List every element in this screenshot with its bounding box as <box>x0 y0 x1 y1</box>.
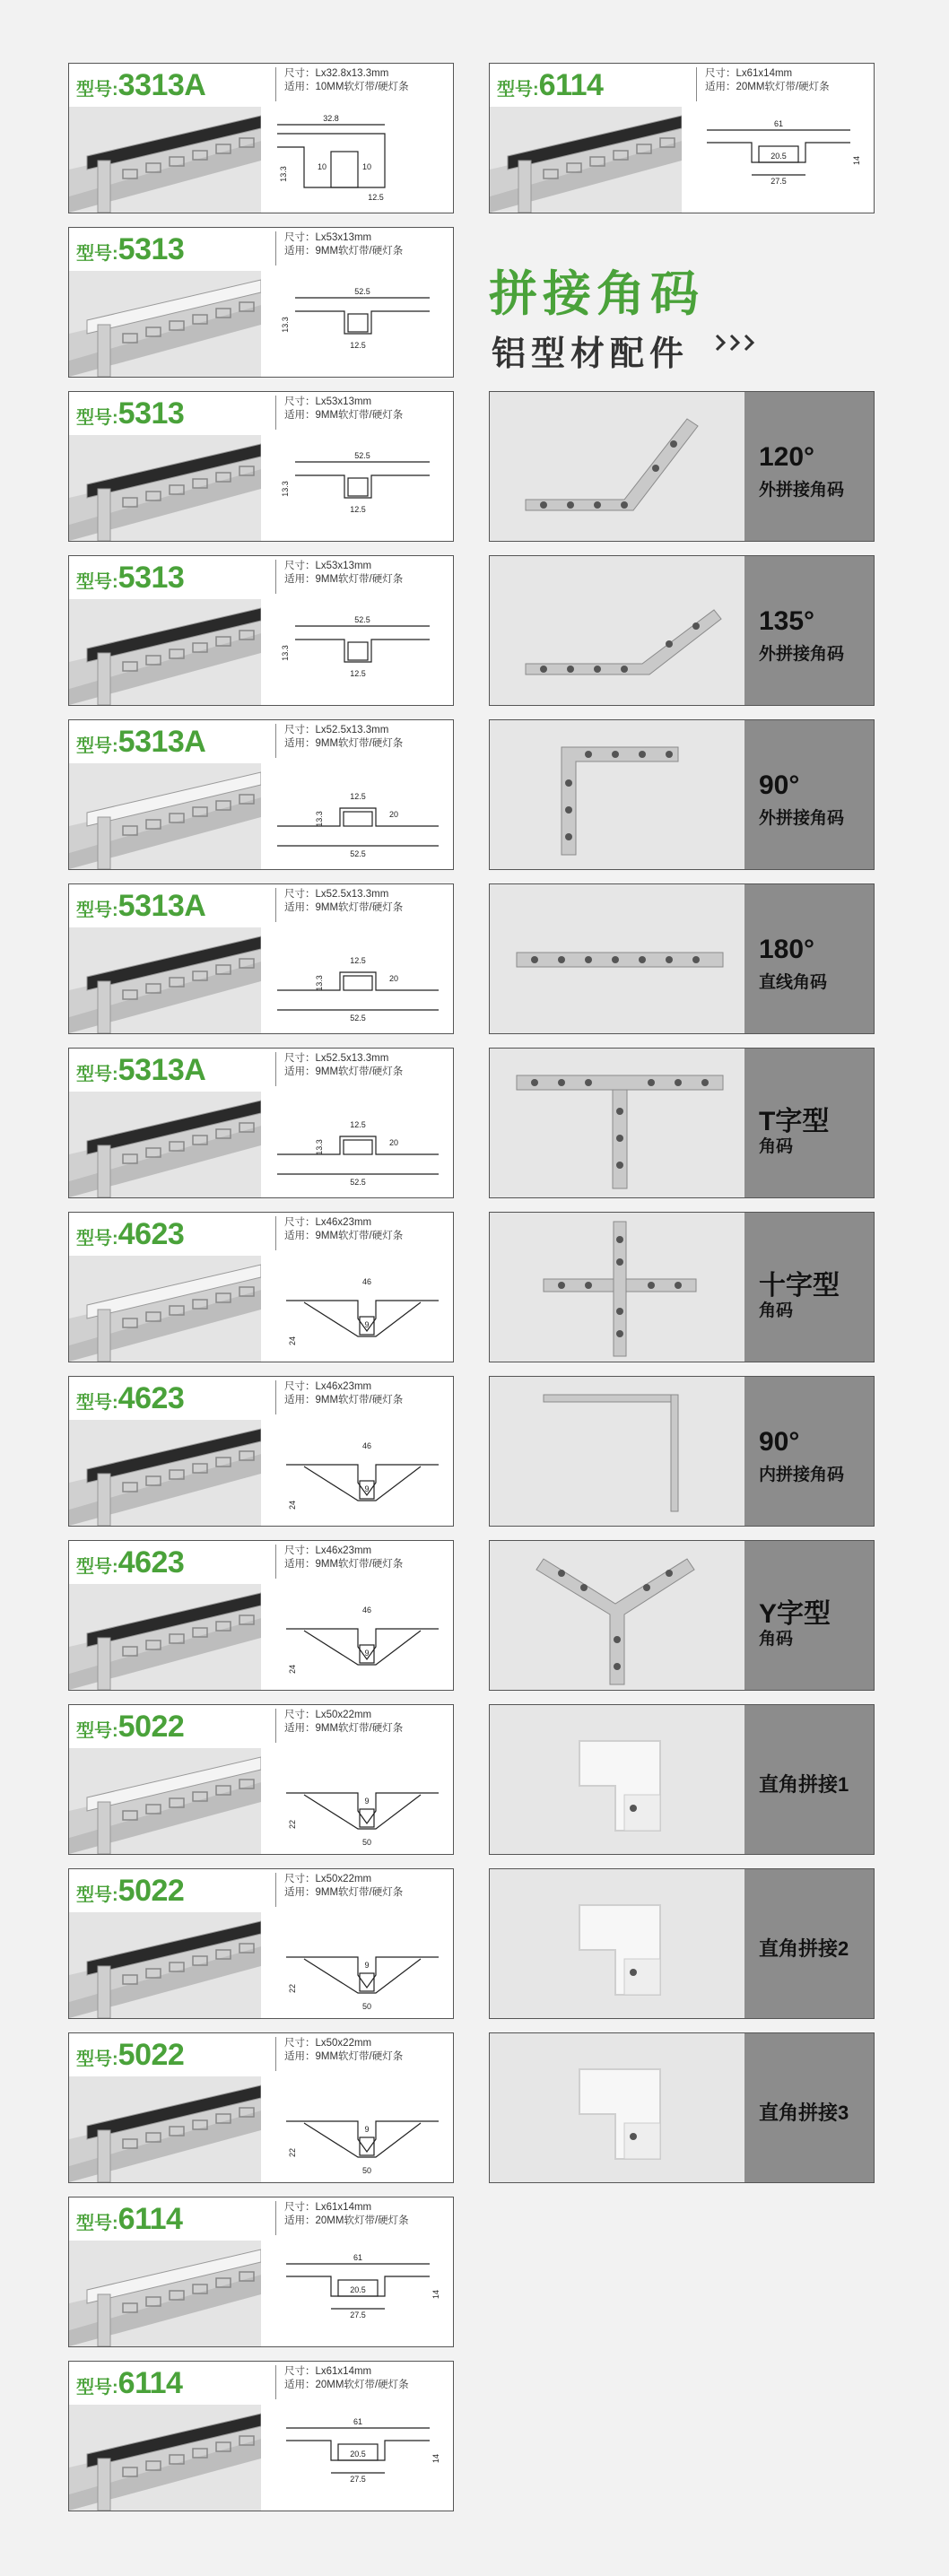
profile-photo <box>69 435 261 541</box>
accessory-label-panel <box>744 1213 874 1362</box>
accessory-card <box>489 1868 875 2019</box>
profile-photo <box>69 2405 261 2511</box>
dimension-label: 13.3 <box>281 317 290 333</box>
product-card <box>68 2361 454 2511</box>
product-card <box>68 1376 454 1527</box>
accessory-card <box>489 1376 875 1527</box>
dimension-label: 61 <box>353 2253 363 2262</box>
profile-drawing <box>268 2405 453 2511</box>
model-prefix: 型号: <box>76 1229 118 1249</box>
model-prefix: 型号: <box>76 1885 118 1905</box>
profile-drawing <box>268 1912 453 2018</box>
product-card <box>68 227 454 378</box>
model-number <box>76 558 184 597</box>
section-title: 拼接角码 <box>489 267 704 321</box>
dimension-label: 27.5 <box>771 177 787 186</box>
divider <box>275 1709 276 1743</box>
dimension-label: 27.5 <box>350 2311 366 2319</box>
product-card-header <box>69 1705 453 1748</box>
product-specs <box>284 1380 403 1407</box>
accessory-label-panel <box>744 720 874 869</box>
model-number <box>76 1543 184 1582</box>
profile-drawing <box>268 1584 453 1690</box>
dimension-label: 52.5 <box>354 615 370 624</box>
dimension-label: 61 <box>773 119 784 128</box>
dimension-label: 13.3 <box>281 481 290 497</box>
model-number <box>76 1050 205 1090</box>
spec-size: 尺寸：Lx61x14mm <box>284 2366 372 2377</box>
dimension-label: 12.5 <box>350 341 366 350</box>
dimension-label: 52.5 <box>350 849 366 858</box>
product-card-header <box>69 1869 453 1912</box>
product-card-header <box>69 2362 453 2405</box>
spec-size: 尺寸：Lx46x23mm <box>284 1217 372 1228</box>
spec-size: 尺寸：Lx52.5x13.3mm <box>284 725 389 735</box>
bracket-y-icon <box>490 1541 744 1690</box>
spec-usage: 适用：9MM软灯带/硬灯条 <box>284 574 404 585</box>
dimension-label: 20.5 <box>350 2285 366 2294</box>
product-card-header <box>69 884 453 927</box>
spec-usage: 适用：9MM软灯带/硬灯条 <box>284 1723 404 1734</box>
divider <box>275 396 276 430</box>
accessory-name: 90° <box>759 1427 800 1457</box>
dimension-label: 13.3 <box>315 811 324 827</box>
dimension-label: 13.3 <box>279 166 288 182</box>
dimension-label: 9 <box>364 1484 370 1493</box>
product-card <box>68 63 454 213</box>
dimension-label: 24 <box>288 1500 297 1510</box>
dimension-label: 9 <box>364 1797 370 1806</box>
product-specs <box>284 1545 403 1571</box>
model-code: 4623 <box>118 1217 185 1251</box>
spec-size: 尺寸：Lx46x23mm <box>284 1381 372 1392</box>
model-code: 6114 <box>538 68 604 102</box>
profile-photo <box>69 927 261 1033</box>
profile-photo <box>69 107 261 213</box>
accessory-name: 135° <box>759 606 815 636</box>
model-code: 5022 <box>118 1874 185 1908</box>
model-code: 5313 <box>118 232 185 266</box>
product-card <box>68 719 454 870</box>
model-number <box>76 886 205 926</box>
model-prefix: 型号: <box>76 901 118 920</box>
profile-photo <box>490 107 682 213</box>
spec-size: 尺寸：Lx61x14mm <box>705 68 793 79</box>
model-prefix: 型号: <box>76 2378 118 2398</box>
profile-drawing <box>268 927 453 1033</box>
dimension-label: 52.5 <box>350 1178 366 1187</box>
spec-usage: 适用：9MM软灯带/硬灯条 <box>284 1887 404 1898</box>
divider <box>696 67 697 101</box>
dimension-label: 46 <box>361 1277 372 1286</box>
dimension-label: 24 <box>288 1664 297 1675</box>
model-number <box>76 65 205 105</box>
bracket-180-icon <box>490 884 744 1033</box>
spec-usage: 适用：9MM软灯带/硬灯条 <box>284 1066 404 1077</box>
accessory-desc: 外拼接角码 <box>759 809 845 828</box>
accessory-card <box>489 1540 875 1691</box>
model-code: 5313A <box>118 889 206 923</box>
bracket-inner-90-icon <box>490 1377 744 1526</box>
model-code: 5022 <box>118 2038 185 2072</box>
model-number <box>76 2363 182 2403</box>
dimension-label: 9 <box>364 2125 370 2134</box>
dimension-label: 50 <box>361 2002 372 2011</box>
spec-size: 尺寸：Lx53x13mm <box>284 561 372 571</box>
product-card-header <box>490 64 874 107</box>
model-number <box>76 1214 184 1254</box>
dimension-label: 50 <box>361 2166 372 2175</box>
product-card <box>68 1048 454 1198</box>
divider <box>275 1545 276 1579</box>
product-specs <box>284 2201 409 2228</box>
model-number <box>76 230 184 269</box>
model-code: 5313 <box>118 561 185 595</box>
product-specs <box>705 67 830 94</box>
accessory-label-panel <box>744 556 874 705</box>
product-card <box>489 63 875 213</box>
bracket-cross-icon <box>490 1213 744 1362</box>
model-code: 5313 <box>118 396 185 431</box>
accessory-label-panel <box>744 1541 874 1690</box>
product-specs <box>284 560 403 587</box>
profile-photo <box>69 2076 261 2182</box>
dimension-label: 12.5 <box>350 956 366 965</box>
accessory-label-panel <box>744 1869 874 2018</box>
divider <box>275 2201 276 2235</box>
spec-usage: 适用：9MM软灯带/硬灯条 <box>284 1559 404 1570</box>
divider <box>275 1052 276 1086</box>
accessory-card <box>489 719 875 870</box>
profile-drawing <box>268 2241 453 2346</box>
accessory-desc: 直线角码 <box>759 973 828 992</box>
dimension-label: 20 <box>388 974 399 983</box>
dimension-label: 27.5 <box>350 2475 366 2484</box>
product-card-header <box>69 1049 453 1092</box>
spec-size: 尺寸：Lx52.5x13.3mm <box>284 889 389 900</box>
dimension-label: 32.8 <box>323 114 339 123</box>
profile-photo <box>69 763 261 869</box>
accessory-label-panel <box>744 884 874 1033</box>
profile-drawing <box>268 107 453 213</box>
profile-drawing <box>268 599 453 705</box>
dimension-label: 22 <box>288 1983 297 1994</box>
profile-photo <box>69 599 261 705</box>
product-card <box>68 391 454 542</box>
spec-usage: 适用：9MM软灯带/硬灯条 <box>284 1231 404 1241</box>
dimension-label: 12.5 <box>350 505 366 514</box>
spec-usage: 适用：9MM软灯带/硬灯条 <box>284 738 404 749</box>
accessory-name: 180° <box>759 935 815 964</box>
product-card-header <box>69 2033 453 2076</box>
product-card <box>68 555 454 706</box>
dimension-label: 22 <box>288 2147 297 2158</box>
model-number <box>76 1871 184 1910</box>
dimension-label: 24 <box>288 1336 297 1346</box>
spec-usage: 适用：20MM软灯带/硬灯条 <box>284 2215 409 2226</box>
bracket-135-icon <box>490 556 744 705</box>
profile-photo <box>69 1092 261 1197</box>
divider <box>275 231 276 265</box>
accessory-label-panel <box>744 2033 874 2182</box>
model-prefix: 型号: <box>76 1721 118 1741</box>
model-code: 6114 <box>118 2366 183 2400</box>
accessory-name: 90° <box>759 770 800 800</box>
profile-drawing <box>268 2076 453 2182</box>
model-prefix: 型号: <box>76 1557 118 1577</box>
spec-usage: 适用：9MM软灯带/硬灯条 <box>284 246 404 257</box>
model-number <box>76 722 205 761</box>
dimension-label: 13.3 <box>281 645 290 661</box>
model-prefix: 型号: <box>76 80 118 100</box>
model-code: 4623 <box>118 1545 185 1580</box>
profile-photo <box>69 1420 261 1526</box>
product-specs <box>284 231 403 258</box>
corner-connector-icon <box>490 1869 744 2018</box>
model-code: 4623 <box>118 1381 185 1415</box>
bracket-120-icon <box>490 392 744 541</box>
accessory-card <box>489 391 875 542</box>
divider <box>275 1873 276 1907</box>
spec-usage: 适用：9MM软灯带/硬灯条 <box>284 902 404 913</box>
accessory-card <box>489 1704 875 1855</box>
accessory-card <box>489 883 875 1034</box>
product-specs <box>284 1216 403 1243</box>
product-card-header <box>69 392 453 435</box>
spec-size: 尺寸：Lx46x23mm <box>284 1545 372 1556</box>
product-card <box>68 883 454 1034</box>
model-prefix: 型号: <box>76 1065 118 1084</box>
dimension-label: 20 <box>388 1138 399 1147</box>
accessory-name: Y字型 <box>759 1599 831 1629</box>
product-card-header <box>69 2197 453 2241</box>
dimension-label: 12.5 <box>350 669 366 678</box>
divider <box>275 560 276 594</box>
accessory-name: 十字型 <box>759 1271 840 1301</box>
dimension-label: 13.3 <box>315 975 324 991</box>
product-specs <box>284 67 409 94</box>
product-card <box>68 1212 454 1362</box>
dimension-label: 9 <box>364 1320 370 1329</box>
accessory-desc: 角码 <box>759 1301 794 1320</box>
product-card-header <box>69 720 453 763</box>
spec-size: 尺寸：Lx50x22mm <box>284 1874 372 1884</box>
accessory-name: 直角拼接3 <box>759 2102 849 2124</box>
model-prefix: 型号: <box>76 244 118 264</box>
divider <box>275 888 276 922</box>
model-number <box>76 394 184 433</box>
corner-connector-icon <box>490 1705 744 1854</box>
product-specs <box>284 724 403 751</box>
product-card-header <box>69 1213 453 1256</box>
model-code: 5313A <box>118 725 206 759</box>
dimension-label: 10 <box>317 162 327 171</box>
product-card <box>68 2197 454 2347</box>
dimension-label: 46 <box>361 1441 372 1450</box>
profile-drawing <box>268 1256 453 1362</box>
divider <box>275 724 276 758</box>
spec-size: 尺寸：Lx53x13mm <box>284 232 372 243</box>
spec-usage: 适用：20MM软灯带/硬灯条 <box>705 82 830 92</box>
profile-photo <box>69 271 261 377</box>
profile-drawing <box>268 1092 453 1197</box>
model-code: 3313A <box>118 68 206 102</box>
accessory-name: 120° <box>759 442 815 472</box>
bracket-t-icon <box>490 1049 744 1197</box>
spec-size: 尺寸：Lx50x22mm <box>284 1710 372 1720</box>
product-card <box>68 1540 454 1691</box>
product-card <box>68 2032 454 2183</box>
product-card-header <box>69 1377 453 1420</box>
product-specs <box>284 2037 403 2064</box>
spec-size: 尺寸：Lx52.5x13.3mm <box>284 1053 389 1064</box>
spec-usage: 适用：9MM软灯带/硬灯条 <box>284 1395 404 1405</box>
profile-drawing <box>689 107 874 213</box>
spec-size: 尺寸：Lx32.8x13.3mm <box>284 68 389 79</box>
product-card <box>68 1868 454 2019</box>
accessory-desc: 外拼接角码 <box>759 481 845 500</box>
model-number <box>76 1379 184 1418</box>
dimension-label: 12.5 <box>368 193 384 202</box>
dimension-label: 14 <box>431 2453 440 2464</box>
product-specs <box>284 888 403 915</box>
product-specs <box>284 2365 409 2392</box>
spec-usage: 适用：9MM软灯带/硬灯条 <box>284 410 404 421</box>
model-prefix: 型号: <box>76 572 118 592</box>
accessory-name: T字型 <box>759 1107 830 1136</box>
model-number <box>76 2199 182 2239</box>
dimension-label: 22 <box>288 1819 297 1830</box>
model-code: 5313A <box>118 1053 206 1087</box>
section-subtitle: 铝型材配件 <box>492 335 690 373</box>
accessory-desc: 角码 <box>759 1630 794 1649</box>
product-card <box>68 1704 454 1855</box>
model-number <box>76 2035 184 2075</box>
model-number <box>497 65 603 105</box>
model-prefix: 型号: <box>497 80 539 100</box>
accessory-card <box>489 555 875 706</box>
profile-photo <box>69 1912 261 2018</box>
chevron-right-icon <box>713 325 767 361</box>
product-specs <box>284 1709 403 1736</box>
profile-photo <box>69 1584 261 1690</box>
spec-usage: 适用：10MM软灯带/硬灯条 <box>284 82 409 92</box>
product-specs <box>284 1873 403 1900</box>
product-specs <box>284 1052 403 1079</box>
profile-drawing <box>268 1748 453 1854</box>
model-prefix: 型号: <box>76 2214 118 2233</box>
model-prefix: 型号: <box>76 1393 118 1413</box>
model-code: 6114 <box>118 2202 183 2236</box>
dimension-label: 52.5 <box>354 287 370 296</box>
dimension-label: 13.3 <box>315 1139 324 1155</box>
accessory-name: 直角拼接1 <box>759 1773 849 1796</box>
dimension-label: 46 <box>361 1606 372 1614</box>
product-card-header <box>69 64 453 107</box>
divider <box>275 2037 276 2071</box>
model-number <box>76 1707 184 1746</box>
profile-photo <box>69 1748 261 1854</box>
dimension-label: 50 <box>361 1838 372 1847</box>
divider <box>275 2365 276 2399</box>
dimension-label: 14 <box>852 155 861 166</box>
dimension-label: 9 <box>364 1961 370 1970</box>
spec-usage: 适用：20MM软灯带/硬灯条 <box>284 2380 409 2390</box>
profile-photo <box>69 1256 261 1362</box>
dimension-label: 9 <box>364 1649 370 1658</box>
accessory-desc: 内拼接角码 <box>759 1466 845 1484</box>
profile-drawing <box>268 1420 453 1526</box>
spec-size: 尺寸：Lx53x13mm <box>284 396 372 407</box>
accessory-card <box>489 1212 875 1362</box>
accessory-label-panel <box>744 392 874 541</box>
accessory-label-panel <box>744 1377 874 1526</box>
accessory-card <box>489 1048 875 1198</box>
divider <box>275 1380 276 1414</box>
divider <box>275 1216 276 1250</box>
corner-connector-icon <box>490 2033 744 2182</box>
profile-photo <box>69 2241 261 2346</box>
accessory-card <box>489 2032 875 2183</box>
spec-size: 尺寸：Lx61x14mm <box>284 2202 372 2213</box>
product-card-header <box>69 556 453 599</box>
product-card-header <box>69 228 453 271</box>
product-card-header <box>69 1541 453 1584</box>
model-prefix: 型号: <box>76 408 118 428</box>
dimension-label: 52.5 <box>354 451 370 460</box>
dimension-label: 12.5 <box>350 792 366 801</box>
dimension-label: 20.5 <box>350 2450 366 2459</box>
accessory-label-panel <box>744 1049 874 1197</box>
profile-drawing <box>268 763 453 869</box>
accessory-label-panel <box>744 1705 874 1854</box>
dimension-label: 61 <box>353 2417 363 2426</box>
dimension-label: 52.5 <box>350 1014 366 1023</box>
accessory-name: 直角拼接2 <box>759 1937 849 1960</box>
model-prefix: 型号: <box>76 2049 118 2069</box>
model-code: 5022 <box>118 1710 185 1744</box>
profile-drawing <box>268 271 453 377</box>
dimension-label: 10 <box>361 162 372 171</box>
dimension-label: 14 <box>431 2289 440 2300</box>
dimension-label: 20.5 <box>771 152 787 161</box>
model-prefix: 型号: <box>76 736 118 756</box>
divider <box>275 67 276 101</box>
profile-drawing <box>268 435 453 541</box>
accessory-desc: 外拼接角码 <box>759 645 845 664</box>
spec-usage: 适用：9MM软灯带/硬灯条 <box>284 2051 404 2062</box>
accessory-desc: 角码 <box>759 1137 794 1156</box>
dimension-label: 20 <box>388 810 399 819</box>
spec-size: 尺寸：Lx50x22mm <box>284 2038 372 2049</box>
product-specs <box>284 396 403 422</box>
bracket-90-icon <box>490 720 744 869</box>
dimension-label: 12.5 <box>350 1120 366 1129</box>
